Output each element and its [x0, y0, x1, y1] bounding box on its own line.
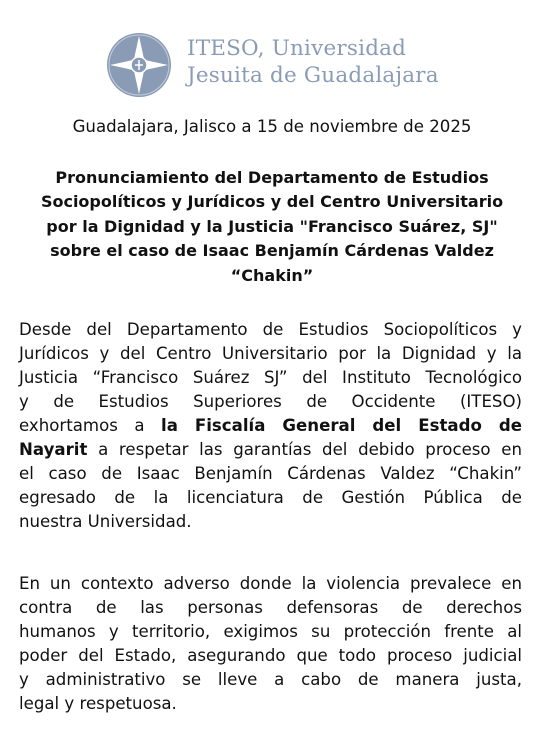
body-paragraph-1 — [19, 318, 522, 534]
paragraph-line: el caso de Isaac Benjamín Cárdenas Valdez “Chakin” — [19, 464, 522, 483]
paragraph-line: Jurídicos y del Centro Universitario por la Dignidad y la — [19, 344, 522, 363]
paragraph-line: poder del Estado, asegurando que todo proceso judicial — [19, 646, 522, 665]
paragraph-line: nuestra Universidad. — [19, 512, 192, 531]
paragraph-text: exhortamos a — [19, 416, 145, 435]
paragraph-line: contra de las personas defensoras de derechos — [19, 598, 522, 617]
paragraph-line: legal y respetuosa. — [19, 694, 177, 713]
paragraph-line: y administrativo se lleve a cabo de manera justa, — [19, 670, 522, 689]
paragraph-line — [19, 414, 522, 438]
nayarit-emphasis: Nayarit — [19, 440, 88, 459]
title-line: por la Dignidad y la Justicia "Francisco Suárez, SJ" — [46, 216, 498, 236]
title-line: sobre el caso de Isaac Benjamín Cárdenas Valdez — [50, 241, 494, 261]
iteso-emblem-icon — [106, 32, 172, 98]
body-paragraph-2 — [19, 572, 522, 716]
logo-text-line2: Jesuita de Guadalajara — [187, 63, 439, 88]
paragraph-line: En un contexto adverso donde la violencia prevalece en — [19, 574, 522, 593]
paragraph-line — [19, 438, 522, 462]
document-date: Guadalajara, Jalisco a 15 de noviembre de 2025 — [72, 117, 472, 136]
logo-text-line1: ITESO, Universidad — [187, 36, 407, 61]
document-title — [16, 166, 528, 288]
title-line: Pronunciamiento del Departamento de Estudios — [55, 168, 489, 187]
iteso-logo — [106, 32, 439, 96]
paragraph-line: humanos y territorio, exigimos su protección frente al — [19, 622, 522, 641]
paragraph-line: y de Estudios Superiores de Occidente (ITESO) — [19, 392, 522, 411]
paragraph-line: Desde del Departamento de Estudios Sociopolíticos y — [19, 320, 522, 339]
title-line: Sociopolíticos y Jurídicos y del Centro Universitario — [40, 192, 504, 212]
title-line: “Chakin” — [230, 265, 314, 285]
paragraph-text: a respetar las garantías del debido proceso en — [98, 440, 522, 459]
fiscalia-emphasis: la Fiscalía General del Estado de — [161, 416, 522, 435]
paragraph-line: egresado de la licenciatura de Gestión Pública de — [19, 488, 522, 507]
paragraph-line: Justicia “Francisco Suárez SJ” del Instituto Tecnológico — [19, 368, 522, 387]
